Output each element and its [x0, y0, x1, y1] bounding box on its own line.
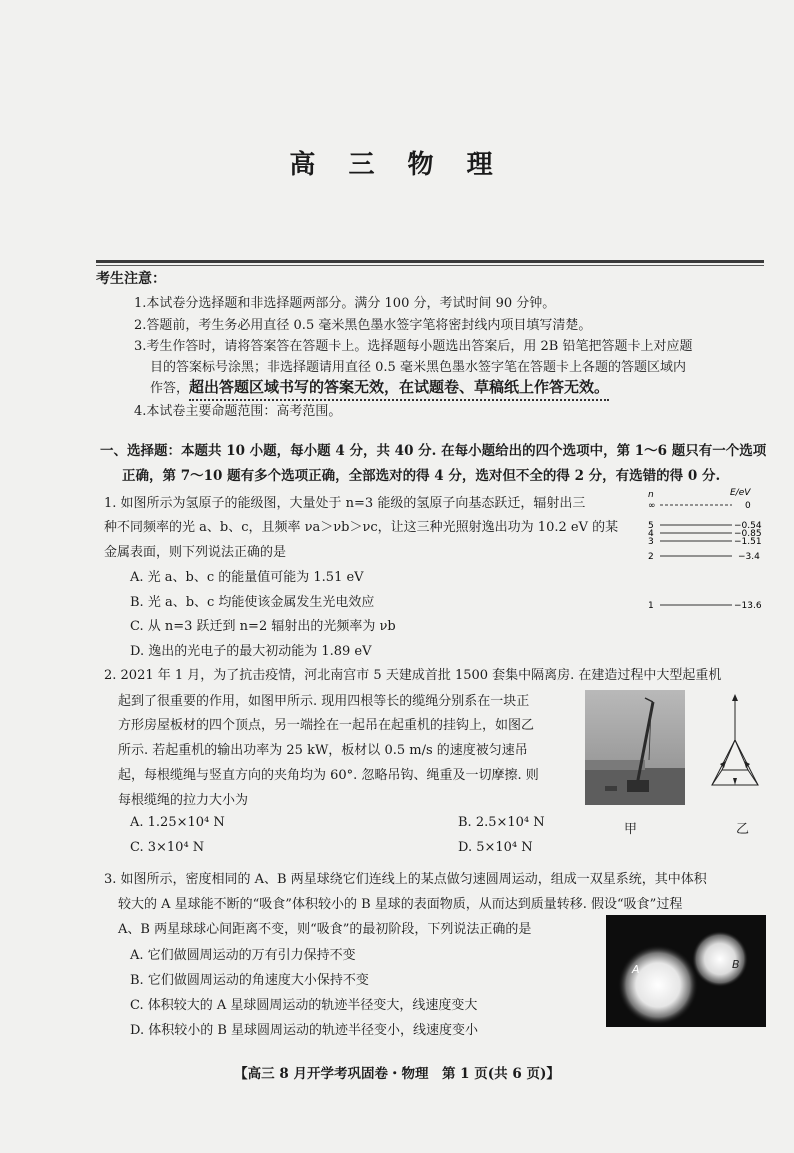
q3-option-c: C. 体积较大的 A 星球圆周运动的轨迹半径变大，线速度变大 — [130, 998, 478, 1013]
notice-item-3-end — [150, 376, 609, 397]
diagram-n-label: n — [648, 490, 654, 500]
q3-stem-3: A、B 两星球球心间距离不变，则“吸食”的最初阶段，下列说法正确的是 — [118, 922, 532, 937]
q3-option-d: D. 体积较小的 B 星球圆周运动的轨迹半径变小，线速度变小 — [130, 1023, 479, 1038]
star-a-label: A — [632, 963, 640, 976]
notice-item-3: 3.考生作答时，请将答案答在答题卡上。选择题每小题选出答案后，用 2B 铅笔把答题卡上对应题 — [134, 339, 693, 354]
crane-photo — [585, 690, 685, 805]
star-a — [618, 945, 698, 1025]
notice-item-2: 2.答题前，考生务必用直径 0.5 毫米黑色墨水签字笔将密封线内项目填写清楚。 — [134, 318, 592, 333]
q2-stem-5: 起，每根缆绳与竖直方向的夹角均为 60°. 忽略吊钩、绳重及一切摩擦. 则 — [118, 768, 539, 783]
cable-force-diagram — [700, 690, 770, 805]
notice-emphasis: 超出答题区域书写的答案无效，在试题卷、草稿纸上作答无效。 — [189, 378, 609, 401]
q3-option-a: A. 它们做圆周运动的万有引力保持不变 — [130, 948, 356, 963]
q1-stem-2: 种不同频率的光 a、b、c，且频率 νa＞νb＞νc，让这三种光照射逸出功为 10.2 eV 的某 — [104, 520, 619, 535]
q1-option-d: D. 逸出的光电子的最大初动能为 1.89 eV — [130, 644, 372, 659]
page-title: 高 三 物 理 — [289, 150, 505, 180]
q3-stem-2: 较大的 A 星球能不断的“吸食”体积较小的 B 星球的表面物质，从而达到质量转移. 假设“吸食”过程 — [118, 897, 683, 912]
notice-heading: 考生注意： — [96, 271, 166, 287]
binary-star-photo — [606, 915, 766, 1027]
level-e-1: −13.6 — [734, 601, 762, 611]
section-instruction-1: 一、选择题：本题共 10 小题，每小题 4 分，共 40 分. 在每小题给出的四个选项中，第 1～6 题只有一个选项 — [100, 443, 767, 459]
diagram-e-label: E/eV — [730, 488, 751, 498]
level-e-4: −0.85 — [734, 529, 762, 539]
level-n-5: 5 — [648, 521, 654, 531]
q2-stem-2: 起到了很重要的作用，如图甲所示. 现用四根等长的缆绳分别系在一块正 — [118, 694, 530, 709]
energy-level-diagram — [640, 483, 770, 618]
q2-option-c: C. 3×10⁴ N — [130, 840, 205, 855]
star-b-label: B — [732, 958, 740, 971]
level-e-3: −1.51 — [734, 537, 762, 547]
q2-stem-6: 每根缆绳的拉力大小为 — [118, 793, 249, 808]
level-e-inf: 0 — [745, 501, 751, 511]
q1-option-b: B. 光 a、b、c 均能使该金属发生光电效应 — [130, 595, 375, 610]
q2-stem-3: 方形房屋板材的四个顶点，另一端拴在一起吊在起重机的挂钩上，如图乙 — [118, 718, 535, 733]
header-divider-thin — [96, 265, 764, 266]
q2-stem-1: 2. 2021 年 1 月，为了抗击疫情，河北南宫市 5 天建成首批 1500 套集中隔离房. 在建造过程中大型起重机 — [104, 668, 722, 683]
q1-stem-3: 金属表面，则下列说法正确的是 — [104, 545, 287, 560]
notice-item-4: 4.本试卷主要命题范围：高考范围。 — [134, 404, 342, 419]
level-n-1: 1 — [648, 601, 654, 611]
q2-option-d: D. 5×10⁴ N — [458, 840, 533, 855]
notice-item-3-prefix: 作答， — [150, 381, 190, 396]
level-n-2: 2 — [648, 552, 654, 562]
fig-label-yi: 乙 — [736, 822, 750, 837]
q2-option-b: B. 2.5×10⁴ N — [458, 815, 545, 830]
level-n-inf: ∞ — [648, 501, 656, 511]
q2-option-a: A. 1.25×10⁴ N — [130, 815, 225, 830]
q1-option-a: A. 光 a、b、c 的能量值可能为 1.51 eV — [130, 570, 364, 585]
q3-option-b: B. 它们做圆周运动的角速度大小保持不变 — [130, 973, 369, 988]
level-n-4: 4 — [648, 529, 654, 539]
notice-item-3-cont: 目的答案标号涂黑；非选择题请用直径 0.5 毫米黑色墨水签字笔在答题卡上各题的答题区域内 — [150, 360, 686, 375]
q3-stem-1: 3. 如图所示，密度相同的 A、B 两星球绕它们连线上的某点做匀速圆周运动，组成一双星系统，其中体积 — [104, 872, 707, 887]
page-footer: 【高三 8 月开学考巩固卷・物理 第 1 页(共 6 页)】 — [234, 1066, 560, 1082]
section-instruction-2: 正确，第 7～10 题有多个选项正确，全部选对的得 4 分，选对但不全的得 2 分，有选错的得 0 分. — [122, 468, 721, 484]
header-divider — [96, 260, 764, 263]
q2-stem-4: 所示. 若起重机的输出功率为 25 kW，板材以 0.5 m/s 的速度被匀速吊 — [118, 743, 528, 758]
level-n-3: 3 — [648, 537, 654, 547]
q1-option-c: C. 从 n=3 跃迁到 n=2 辐射出的光频率为 νb — [130, 619, 396, 634]
level-e-2: −3.4 — [738, 552, 760, 562]
level-e-5: −0.54 — [734, 521, 762, 531]
star-b — [692, 931, 748, 987]
q1-stem-1: 1. 如图所示为氢原子的能级图，大量处于 n=3 能级的氢原子向基态跃迁，辐射出三 — [104, 496, 586, 511]
notice-item-1: 1.本试卷分选择题和非选择题两部分。满分 100 分，考试时间 90 分钟。 — [134, 296, 556, 311]
fig-label-jia: 甲 — [624, 822, 638, 837]
